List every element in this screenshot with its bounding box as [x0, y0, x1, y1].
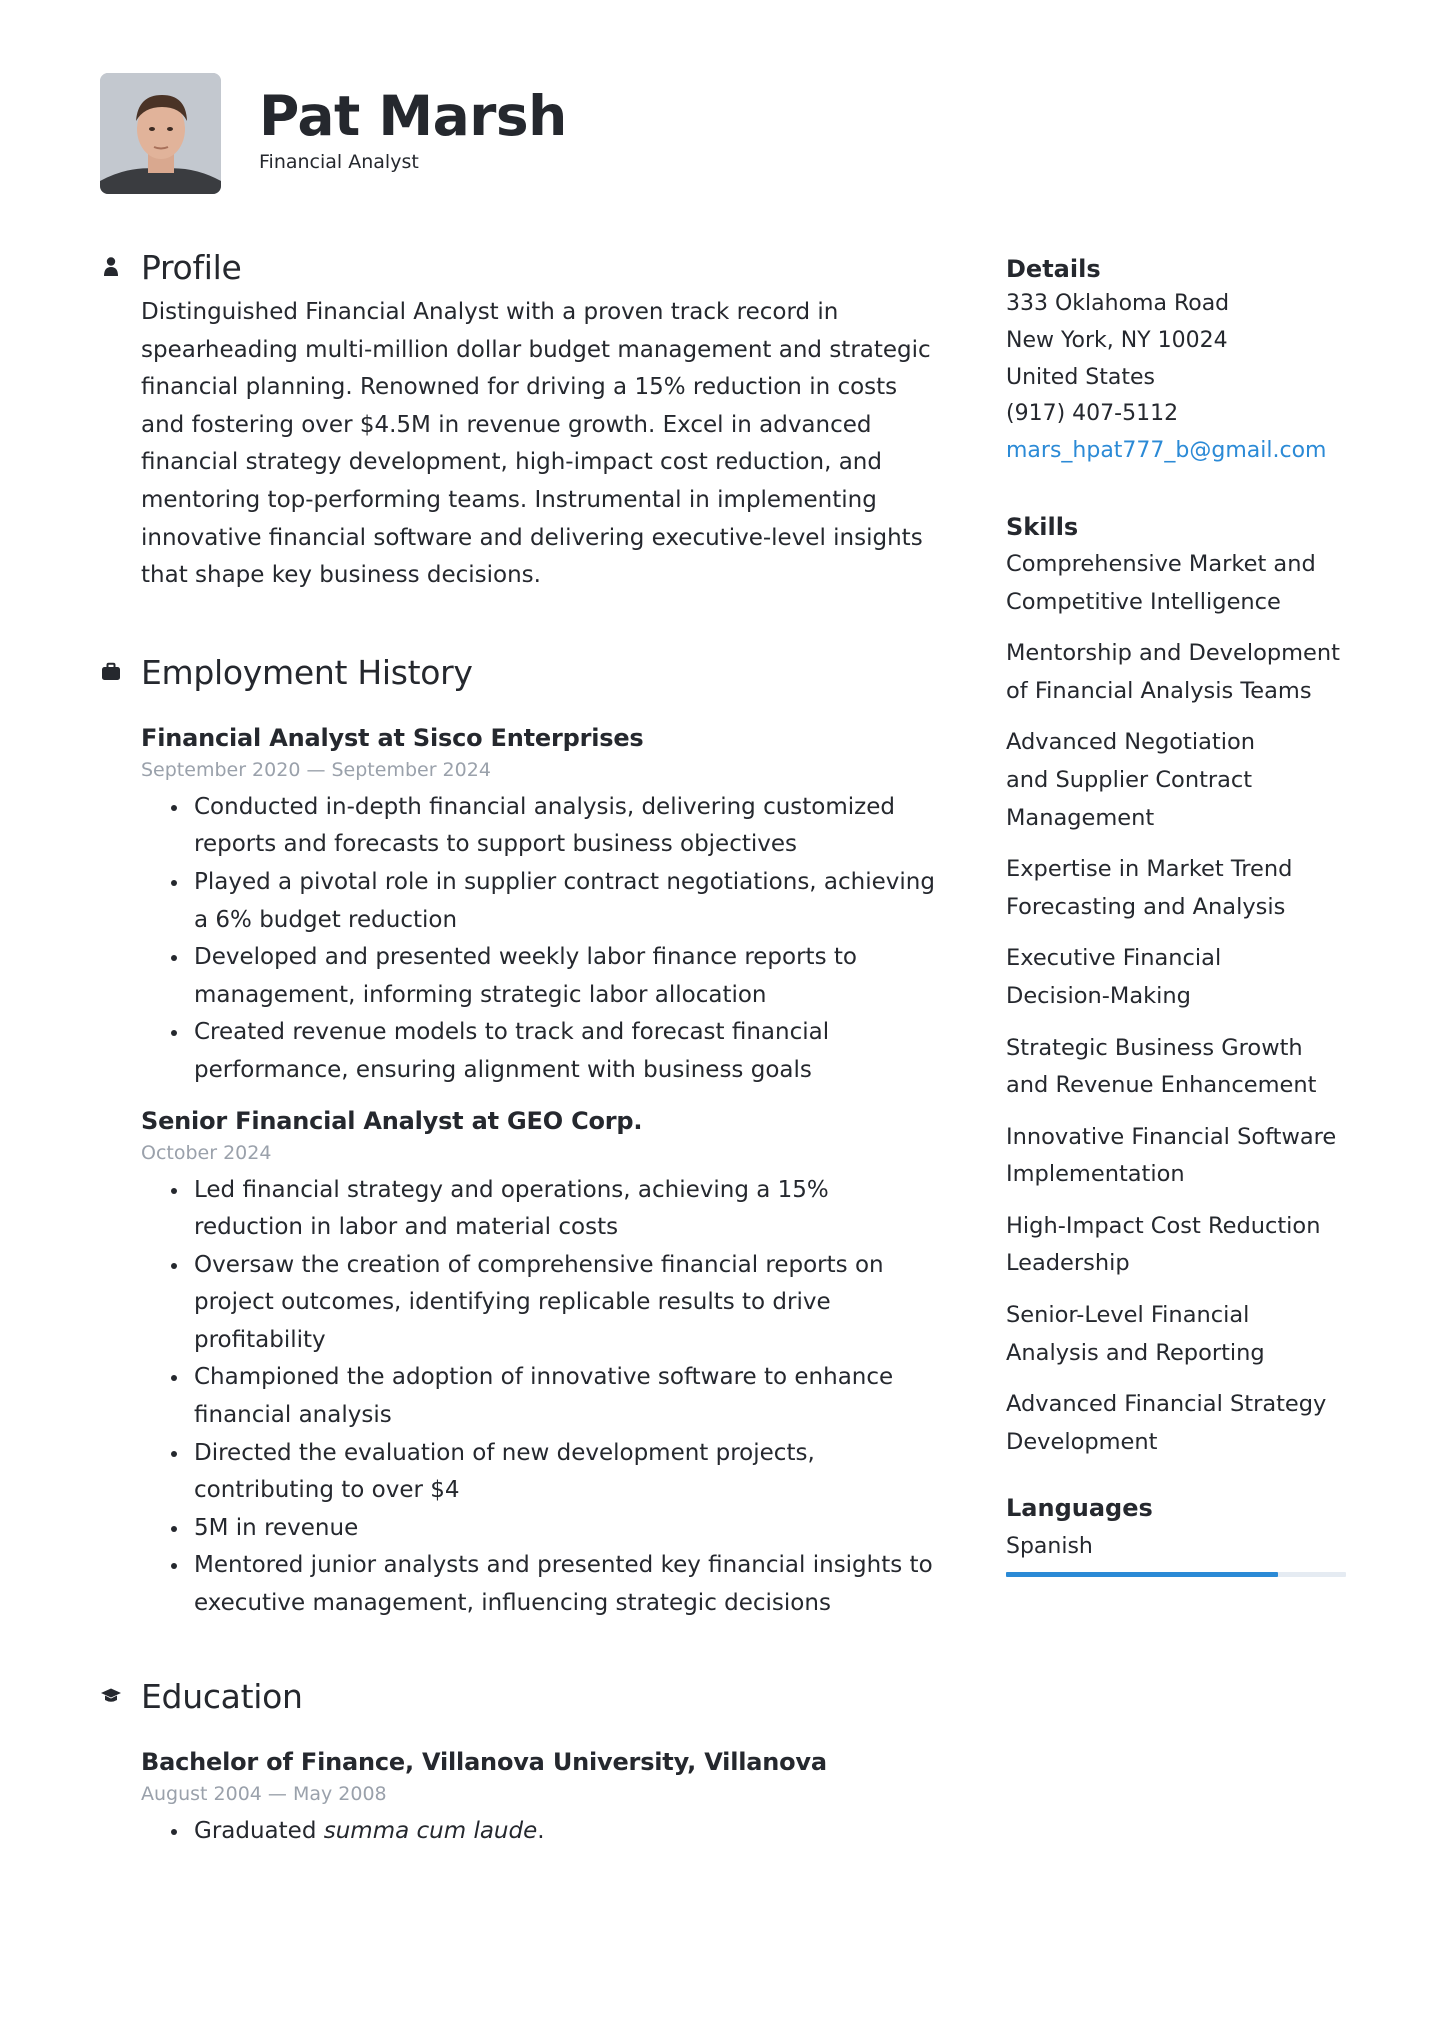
- bullet-text: .: [537, 1817, 545, 1844]
- email-link[interactable]: mars_hpat777_b@gmail.com: [1006, 438, 1327, 464]
- candidate-name: Pat Marsh: [259, 84, 567, 148]
- resume-header: [100, 73, 567, 194]
- skill-item: Comprehensive Market and Competitive Intelligence: [1006, 550, 1316, 615]
- skill-item: Strategic Business Growth and Revenue Enhancement: [1006, 1034, 1317, 1099]
- job-entry: [141, 721, 941, 1090]
- honors-text: summa cum laude: [323, 1817, 538, 1844]
- education-heading: Education: [141, 1676, 303, 1716]
- list-item: Directed the evaluation of new development projects, contributing to over $4: [141, 1435, 941, 1510]
- employment-section: [141, 647, 941, 1623]
- list-item: 5M in revenue: [141, 1510, 941, 1548]
- language-level-bar: [1006, 1572, 1346, 1577]
- skill-item: Innovative Financial Software Implementation: [1006, 1123, 1337, 1188]
- job-dates: October 2024: [141, 1141, 272, 1164]
- profile-section: [141, 242, 941, 595]
- skill-item: Mentorship and Development of Financial Analysis Teams: [1006, 640, 1340, 704]
- skill-item: Executive Financial Decision-Making: [1006, 945, 1222, 1009]
- address-line: New York, NY 10024: [1006, 327, 1228, 353]
- job-bullets: [141, 789, 941, 1090]
- address-line: 333 Oklahoma Road: [1006, 291, 1230, 316]
- job-title: Senior Financial Analyst at GEO Corp.: [141, 1106, 643, 1135]
- languages-section: [1006, 1491, 1356, 1577]
- employment-heading: Employment History: [141, 652, 473, 692]
- list-item: Developed and presented weekly labor finance reports to management, informing strategic labor allocation: [141, 939, 941, 1014]
- skill-item: High-Impact Cost Reduction Leadership: [1006, 1212, 1321, 1277]
- job-title: Financial Analyst at Sisco Enterprises: [141, 723, 644, 752]
- language-level-fill: [1006, 1572, 1278, 1577]
- languages-heading: Languages: [1006, 1494, 1153, 1523]
- job-entry: [141, 1104, 941, 1623]
- briefcase-icon: [100, 661, 122, 683]
- phone: (917) 407-5112: [1006, 401, 1179, 427]
- list-item: Mentored junior analysts and presented key financial insights to executive management, influencing strategic decisions: [141, 1547, 941, 1622]
- education-section: [141, 1671, 941, 1851]
- language-name: Spanish: [1006, 1534, 1093, 1560]
- skills-heading: Skills: [1006, 512, 1079, 541]
- list-item: Oversaw the creation of comprehensive financial reports on project outcomes, identifying replicable results to drive profitability: [141, 1247, 941, 1360]
- education-entry: [141, 1745, 941, 1851]
- skill-item: Advanced Negotiation and Supplier Contract Management: [1006, 729, 1255, 831]
- list-item: Conducted in-depth financial analysis, delivering customized reports and forecasts to support business objectives: [141, 789, 941, 864]
- details-section: [1006, 252, 1356, 470]
- education-bullets: [141, 1813, 941, 1851]
- graduation-cap-icon: [100, 1685, 122, 1707]
- skill-item: Expertise in Market Trend Forecasting and Analysis: [1006, 856, 1293, 920]
- job-dates: September 2020 — September 2024: [141, 758, 491, 781]
- person-icon: [100, 256, 122, 278]
- education-dates: August 2004 — May 2008: [141, 1782, 387, 1805]
- list-item: Championed the adoption of innovative software to enhance financial analysis: [141, 1359, 941, 1434]
- skills-section: [1006, 510, 1356, 1461]
- bullet-text: Graduated: [194, 1817, 324, 1844]
- list-item: Created revenue models to track and forecast financial performance, ensuring alignment with business goals: [141, 1014, 941, 1089]
- job-bullets: [141, 1172, 941, 1623]
- skill-item: Senior-Level Financial Analysis and Reporting: [1006, 1302, 1265, 1366]
- skill-item: Advanced Financial Strategy Development: [1006, 1391, 1327, 1455]
- candidate-title: Financial Analyst: [259, 151, 419, 173]
- profile-summary: Distinguished Financial Analyst with a proven track record in spearheading multi-million dollar budget management and strategic financial planning. Renowned for driving a 15% reduction in costs and fostering over $4.5M in revenue growth. Excel in advanced financial strategy development, high-impact cost reduction, and mentoring top-performing teams. Instrumental in implementing innovative financial software and delivering executive-level insights that shape key business decisions.: [141, 299, 931, 589]
- country: United States: [1006, 364, 1155, 390]
- degree-title: Bachelor of Finance, Villanova University, Villanova: [141, 1747, 827, 1776]
- main-column: [141, 242, 941, 1850]
- list-item: Led financial strategy and operations, achieving a 15% reduction in labor and material costs: [141, 1172, 941, 1247]
- profile-heading: Profile: [141, 248, 242, 287]
- list-item: Played a pivotal role in supplier contract negotiations, achieving a 6% budget reduction: [141, 864, 941, 939]
- avatar: [100, 73, 221, 194]
- side-column: [1006, 252, 1356, 1577]
- details-heading: Details: [1006, 255, 1101, 283]
- list-item: [141, 1813, 941, 1851]
